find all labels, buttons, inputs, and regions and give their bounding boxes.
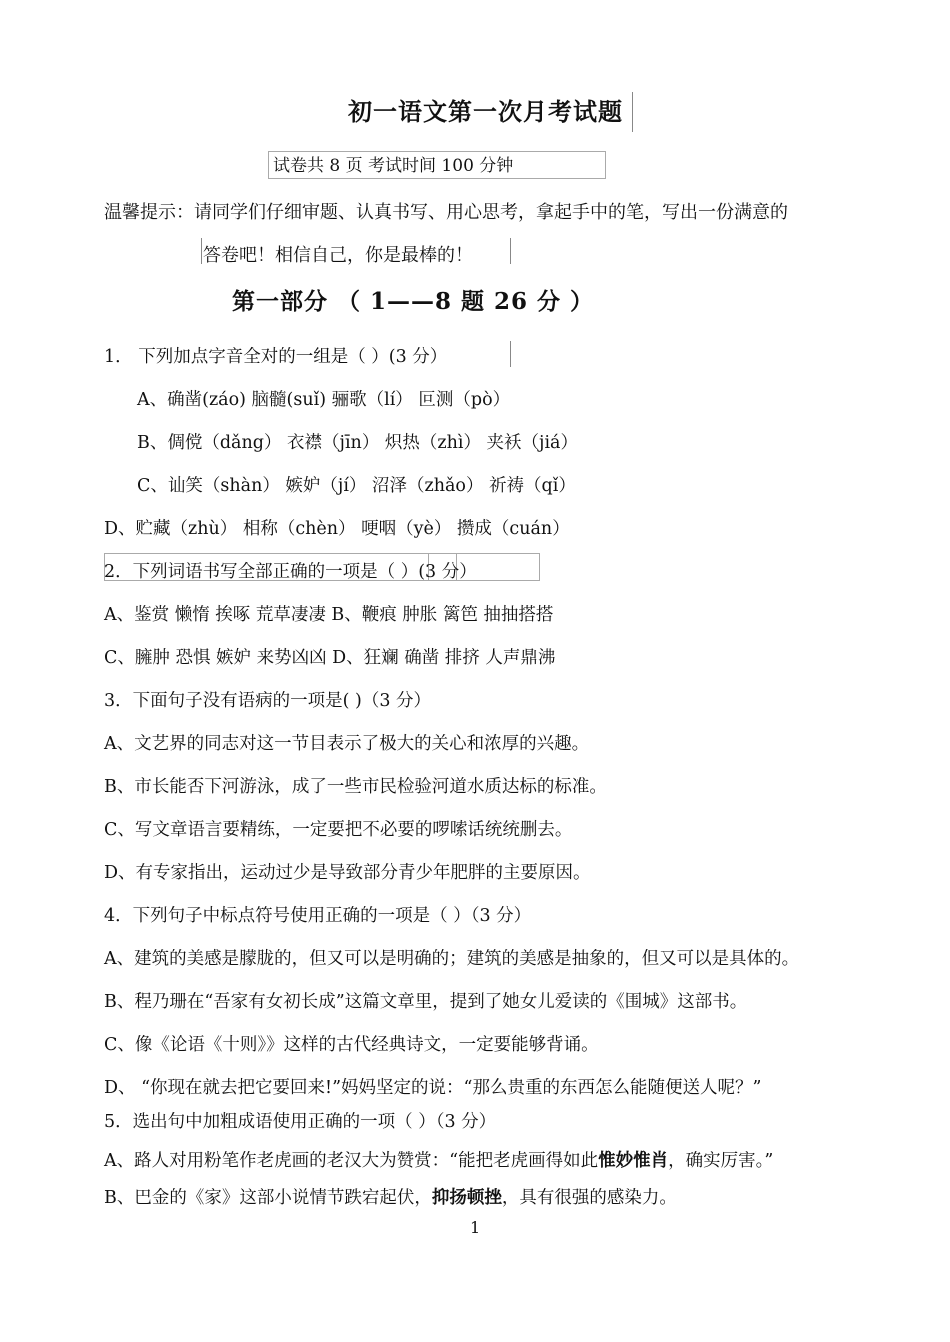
q1-stem: 1． 下列加点字音全对的一组是（ ）(3 分） — [104, 347, 448, 367]
q4-option-b: B、程乃珊在“吾家有女初长成”这篇文章里，提到了她女儿爱读的《围城》这部书。 — [104, 992, 748, 1012]
q3-option-d: D、有专家指出，运动过少是导致部分青少年肥胖的主要原因。 — [104, 863, 591, 883]
q1-option-d: D、贮藏（zhù） 相称（chèn） 哽咽（yè） 攒成（cuán） — [104, 519, 570, 539]
q5-b-bold-idiom: 抑扬顿挫 — [431, 1188, 502, 1208]
section-title: 第一部分 （ 1——8 题 26 分 ） — [232, 288, 595, 315]
exam-info: 试卷共 8 页 考试时间 100 分钟 — [268, 151, 606, 179]
q4-option-c: C、像《论语《十则》》这样的古代经典诗文，一定要能够背诵。 — [104, 1035, 599, 1055]
q5-option-a — [104, 1147, 773, 1172]
q1-option-a: A、确凿(záo) 脑髓(suǐ) 骊歌（lí） 叵测（pò） — [137, 390, 511, 410]
tip-line-2: 答卷吧！相信自己，你是最棒的！ — [203, 245, 473, 266]
tip-line-1: 温馨提示：请同学们仔细审题、认真书写、用心思考，拿起手中的笔，写出一份满意的 — [104, 202, 788, 223]
q2-options-cd: C、臃肿 恐惧 嫉妒 来势凶凶 D、狂斓 确凿 排挤 人声鼎沸 — [104, 648, 556, 668]
tip-right-mark — [510, 238, 511, 264]
q1-option-c: C、讪笑（shàn） 嫉妒（jí） 沼泽（zhǎo） 祈祷（qǐ） — [137, 476, 576, 496]
q3-stem: 3．下面句子没有语病的一项是( )（3 分） — [104, 691, 432, 711]
page-title: 初一语文第一次月考试题 — [348, 97, 623, 126]
q4-stem: 4．下列句子中标点符号使用正确的一项是（ ）（3 分） — [104, 906, 532, 926]
q4-option-d: D、 “你现在就去把它要回来!”妈妈坚定的说：“那么贵重的东西怎么能随便送人呢？” — [104, 1078, 762, 1098]
q5-option-b — [104, 1184, 677, 1209]
q2-stem: 2．下列词语书写全部正确的一项是（ ）(3 分） — [104, 562, 477, 582]
q3-option-a: A、文艺界的同志对这一节目表示了极大的关心和浓厚的兴趣。 — [104, 734, 590, 754]
q1-option-b: B、倜傥（dǎng） 衣襟（jīn） 炽热（zhì） 夹袄（jiá） — [137, 433, 578, 453]
tip-left-mark — [201, 238, 202, 264]
q5-b-text-post: ，具有很强的感染力。 — [501, 1188, 677, 1208]
q1-mark — [510, 341, 511, 367]
page-number: 1 — [470, 1218, 481, 1237]
q4-option-a: A、建筑的美感是朦胧的，但又可以是明确的；建筑的美感是抽象的，但又可以是具体的。 — [104, 949, 800, 969]
q5-a-bold-idiom: 惟妙惟肖 — [598, 1151, 669, 1171]
q5-stem: 5．选出句中加粗成语使用正确的一项（ ）（3 分） — [104, 1112, 497, 1132]
q3-option-b: B、市长能否下河游泳，成了一些市民检验河道水质达标的标准。 — [104, 777, 607, 797]
q3-option-c: C、写文章语言要精练，一定要把不必要的啰嗦话统统删去。 — [104, 820, 573, 840]
q5-a-text-pre: A、路人对用粉笔作老虎画的老汉大为赞赏：“能把老虎画得如此 — [104, 1151, 599, 1171]
q2-options-ab: A、鉴赏 懒惰 挨啄 荒草凄凄 B、鞭痕 肿胀 篱笆 抽抽搭搭 — [104, 605, 554, 625]
q5-a-text-post: ，确实厉害。” — [668, 1151, 774, 1171]
cursor-mark — [632, 92, 633, 132]
q5-b-text-pre: B、巴金的《家》这部小说情节跌宕起伏， — [104, 1188, 432, 1208]
